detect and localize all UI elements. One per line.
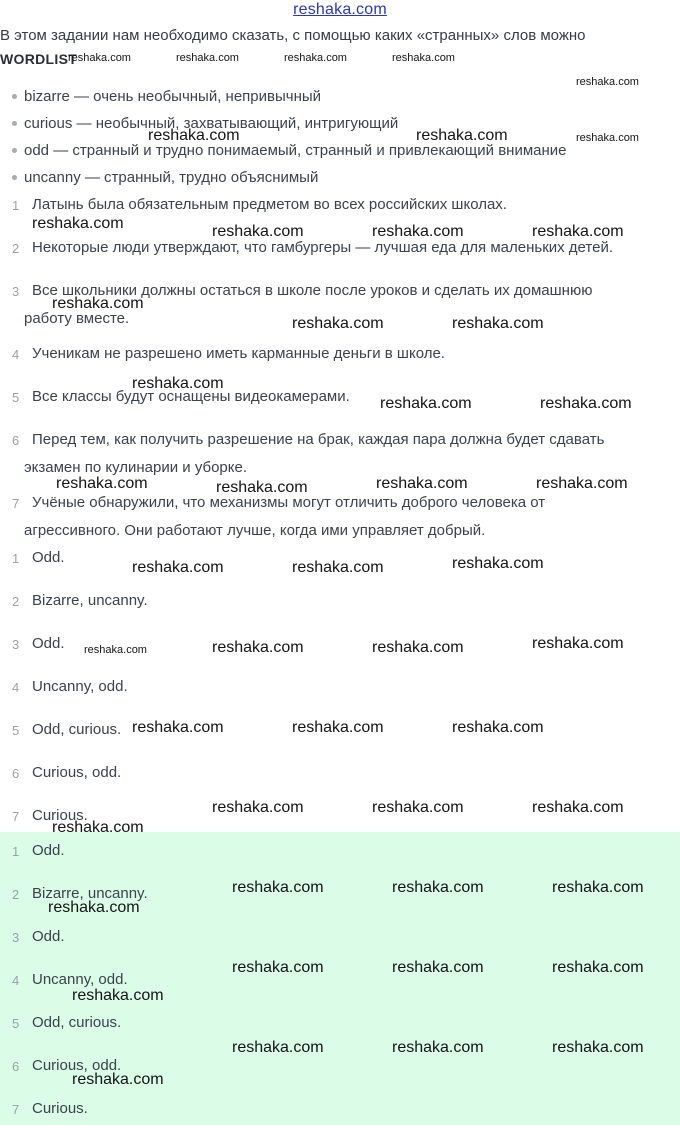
bullet-icon bbox=[12, 94, 17, 99]
watermark: reshaka.com bbox=[372, 799, 464, 816]
answer-number: 6 bbox=[12, 766, 20, 781]
highlighted-answer-number: 4 bbox=[12, 973, 20, 988]
watermark: reshaka.com bbox=[292, 559, 384, 576]
sentence-text: Все школьники должны остаться в школе после уроков и сделать их домашнюю bbox=[32, 282, 593, 299]
watermark: reshaka.com bbox=[284, 52, 347, 64]
watermark: reshaka.com bbox=[132, 375, 224, 392]
sentence-number: 2 bbox=[12, 241, 20, 256]
watermark: reshaka.com bbox=[132, 559, 224, 576]
sentence-text: Некоторые люди утверждают, что гамбургеры — лучшая еда для маленьких детей. bbox=[32, 239, 613, 256]
watermark: reshaka.com bbox=[176, 52, 239, 64]
watermark: reshaka.com bbox=[540, 395, 632, 412]
watermark: reshaka.com bbox=[52, 819, 144, 836]
answer-number: 4 bbox=[12, 680, 20, 695]
answer-text: Bizarre, uncanny. bbox=[32, 592, 148, 609]
watermark: reshaka.com bbox=[452, 315, 544, 332]
watermark: reshaka.com bbox=[212, 799, 304, 816]
highlighted-answer-number: 5 bbox=[12, 1016, 20, 1031]
wordlist-item-text: odd — странный и трудно понимаемый, странный и привлекающий внимание bbox=[24, 142, 567, 159]
bullet-icon bbox=[12, 148, 17, 153]
answer-number: 3 bbox=[12, 637, 20, 652]
watermark: reshaka.com bbox=[292, 315, 384, 332]
sentence-text-continued: агрессивного. Они работают лучше, когда ими управляет добрый. bbox=[24, 522, 486, 539]
answer-text: Odd. bbox=[32, 549, 65, 566]
watermark: reshaka.com bbox=[48, 899, 140, 916]
sentence-number: 1 bbox=[12, 198, 20, 213]
highlighted-answer-text: Curious. bbox=[32, 1100, 88, 1117]
watermark: reshaka.com bbox=[576, 132, 639, 144]
watermark: reshaka.com bbox=[532, 799, 624, 816]
highlighted-answer-text: Odd. bbox=[32, 928, 65, 945]
highlighted-answer-text: Curious, odd. bbox=[32, 1057, 122, 1074]
highlighted-answer-number: 1 bbox=[12, 844, 20, 859]
watermark: reshaka.com bbox=[212, 223, 304, 240]
sentence-text: Ученикам не разрешено иметь карманные деньги в школе. bbox=[32, 345, 445, 362]
answer-number: 7 bbox=[12, 809, 20, 824]
sentence-number: 4 bbox=[12, 347, 20, 362]
watermark: reshaka.com bbox=[216, 479, 308, 496]
answer-text: Odd, curious. bbox=[32, 721, 122, 738]
watermark: reshaka.com bbox=[372, 639, 464, 656]
sentence-number: 5 bbox=[12, 390, 20, 405]
watermark: reshaka.com bbox=[292, 719, 384, 736]
bullet-icon bbox=[12, 175, 17, 180]
wordlist-item bbox=[12, 88, 321, 105]
sentence-number: 3 bbox=[12, 284, 20, 299]
watermark: reshaka.com bbox=[552, 959, 644, 976]
watermark: reshaka.com bbox=[212, 639, 304, 656]
answer-text: Uncanny, odd. bbox=[32, 678, 128, 695]
watermark: reshaka.com bbox=[552, 879, 644, 896]
highlighted-answer-number: 3 bbox=[12, 930, 20, 945]
bullet-icon bbox=[12, 121, 17, 126]
sentence-text: Все классы будут оснащены видеокамерами. bbox=[32, 388, 350, 405]
highlighted-answer-text: Odd, curious. bbox=[32, 1014, 122, 1031]
sentence-text: Латынь была обязательным предметом во всех российских школах. bbox=[32, 196, 507, 213]
wordlist-title: WORDLIST bbox=[0, 51, 78, 67]
answer-text: Odd. bbox=[32, 635, 65, 652]
watermark: reshaka.com bbox=[232, 1039, 324, 1056]
watermark: reshaka.com bbox=[452, 555, 544, 572]
sentence-text: Учёные обнаружили, что механизмы могут отличить доброго человека от bbox=[32, 494, 546, 511]
highlighted-answer-number: 6 bbox=[12, 1059, 20, 1074]
watermark: reshaka.com bbox=[84, 644, 147, 656]
watermark: reshaka.com bbox=[372, 223, 464, 240]
watermark: reshaka.com bbox=[380, 395, 472, 412]
watermark: reshaka.com bbox=[148, 127, 240, 144]
watermark: reshaka.com bbox=[132, 719, 224, 736]
wordlist-item-text: uncanny — странный, трудно объяснимый bbox=[24, 169, 319, 186]
watermark: reshaka.com bbox=[452, 719, 544, 736]
watermark: reshaka.com bbox=[56, 475, 148, 492]
site-header-link[interactable]: reshaka.com bbox=[293, 1, 387, 18]
sentence-number: 7 bbox=[12, 496, 20, 511]
highlighted-answer-number: 2 bbox=[12, 887, 20, 902]
watermark: reshaka.com bbox=[576, 76, 639, 88]
watermark: reshaka.com bbox=[72, 1071, 164, 1088]
answer-number: 2 bbox=[12, 594, 20, 609]
sentence-text: Перед тем, как получить разрешение на брак, каждая пара должна будет сдавать bbox=[32, 431, 605, 448]
intro-text: В этом задании нам необходимо сказать, с помощью каких «странных» слов можно bbox=[0, 27, 586, 44]
watermark: reshaka.com bbox=[536, 475, 628, 492]
wordlist-item-text: curious — необычный, захватывающий, интригующий bbox=[24, 115, 399, 132]
watermark: reshaka.com bbox=[532, 223, 624, 240]
highlighted-answer-text: Bizarre, uncanny. bbox=[32, 885, 148, 902]
sentence-text-continued: работу вместе. bbox=[24, 310, 130, 327]
watermark: reshaka.com bbox=[52, 295, 144, 312]
watermark: reshaka.com bbox=[392, 1039, 484, 1056]
watermark: reshaka.com bbox=[392, 52, 455, 64]
watermark: reshaka.com bbox=[232, 879, 324, 896]
answer-number: 1 bbox=[12, 551, 20, 566]
sentence-text-continued: экзамен по кулинарии и уборке. bbox=[24, 459, 248, 476]
highlighted-answer-number: 7 bbox=[12, 1102, 20, 1117]
watermark: reshaka.com bbox=[392, 959, 484, 976]
watermark: reshaka.com bbox=[232, 959, 324, 976]
wordlist-item bbox=[12, 169, 318, 186]
watermark: reshaka.com bbox=[72, 987, 164, 1004]
watermark: reshaka.com bbox=[376, 475, 468, 492]
answer-number: 5 bbox=[12, 723, 20, 738]
watermark: reshaka.com bbox=[68, 52, 131, 64]
watermark: reshaka.com bbox=[392, 879, 484, 896]
wordlist-item-text: bizarre — очень необычный, непривычный bbox=[24, 88, 322, 105]
answer-text: Curious, odd. bbox=[32, 764, 122, 781]
watermark: reshaka.com bbox=[532, 635, 624, 652]
highlighted-answer-text: Odd. bbox=[32, 842, 65, 859]
highlighted-answer-text: Uncanny, odd. bbox=[32, 971, 128, 988]
watermark: reshaka.com bbox=[416, 127, 508, 144]
watermark: reshaka.com bbox=[32, 215, 124, 232]
sentence-number: 6 bbox=[12, 433, 20, 448]
watermark: reshaka.com bbox=[552, 1039, 644, 1056]
answer-text: Curious. bbox=[32, 807, 88, 824]
